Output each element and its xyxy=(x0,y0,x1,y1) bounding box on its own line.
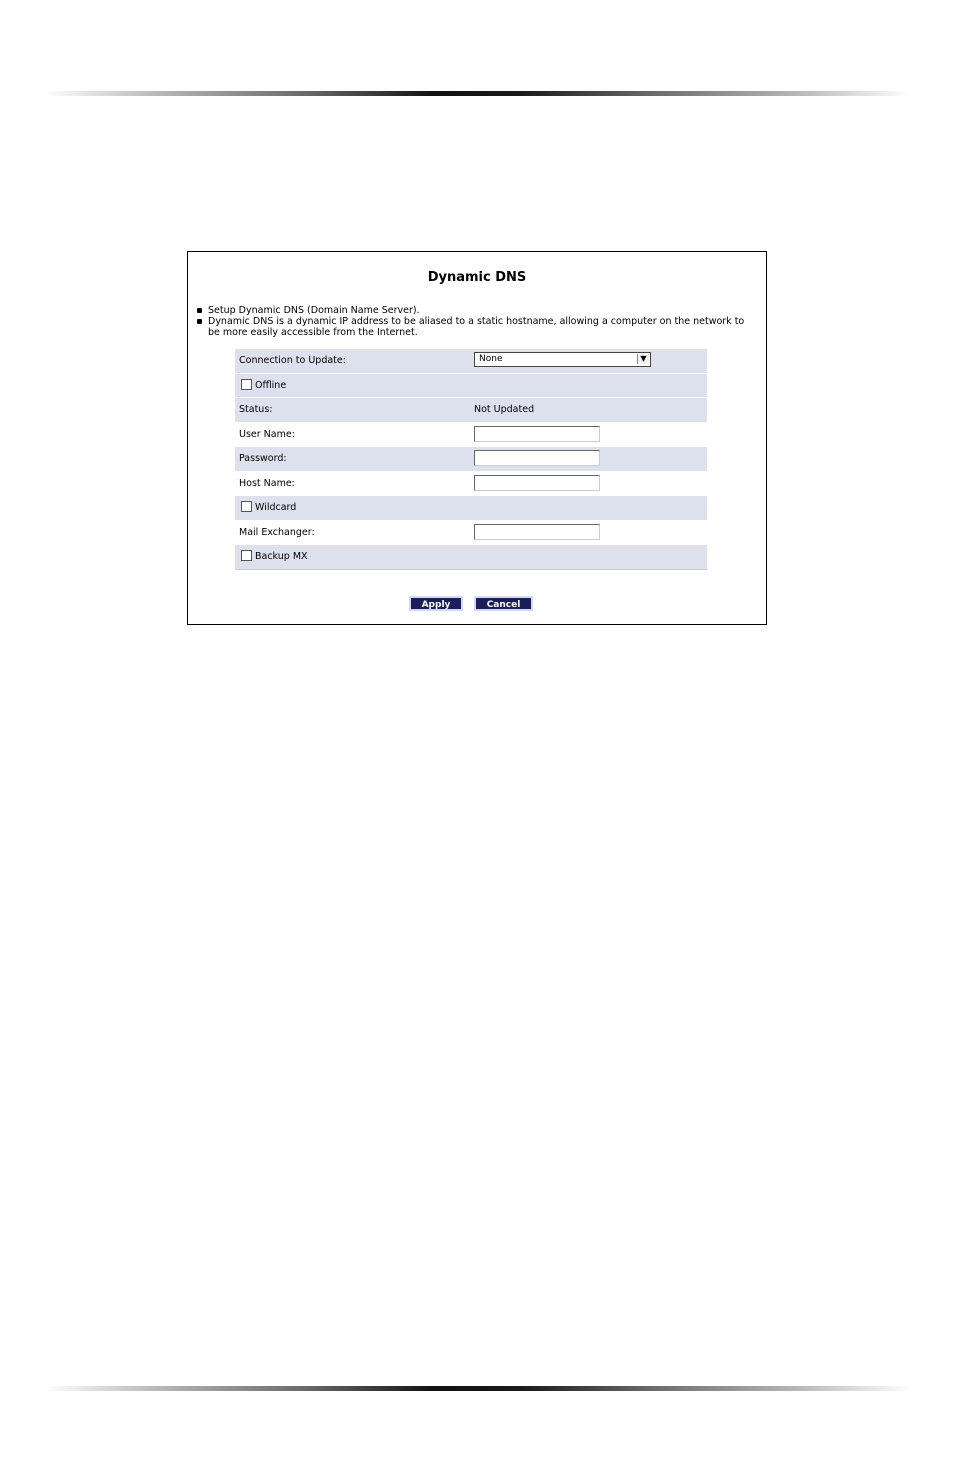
dynamic-dns-panel xyxy=(187,251,767,625)
bottom-divider xyxy=(45,1386,911,1391)
bullet-icon xyxy=(197,308,202,313)
apply-button[interactable]: Apply xyxy=(409,596,463,611)
bullet-icon xyxy=(197,319,202,324)
chevron-down-icon[interactable]: ▼ xyxy=(637,354,649,364)
mail-exchanger-input[interactable] xyxy=(474,524,600,540)
mail-exchanger-label: Mail Exchanger: xyxy=(239,526,315,538)
status-value: Not Updated xyxy=(474,404,535,415)
backup-mx-checkbox[interactable] xyxy=(241,550,252,561)
wildcard-row xyxy=(235,495,707,520)
bullet-item xyxy=(197,316,757,338)
offline-label: Offline xyxy=(255,379,287,391)
username-input[interactable] xyxy=(474,426,600,442)
username-row xyxy=(235,422,707,447)
connection-select[interactable] xyxy=(474,352,651,367)
password-label: Password: xyxy=(239,453,287,464)
connection-label: Connection to Update: xyxy=(239,355,346,366)
bullet-text: Setup Dynamic DNS (Domain Name Server). xyxy=(208,305,420,316)
connection-selected-value: None xyxy=(479,354,503,364)
top-divider xyxy=(45,91,911,96)
wildcard-checkbox[interactable] xyxy=(241,501,252,512)
backup-mx-row xyxy=(235,544,707,569)
offline-row xyxy=(235,373,707,398)
wildcard-label: Wildcard xyxy=(255,502,297,513)
connection-row xyxy=(235,348,707,373)
mail-exchanger-row xyxy=(235,520,707,545)
password-row xyxy=(235,446,707,471)
bullet-item xyxy=(197,305,757,316)
status-row xyxy=(235,397,707,422)
dns-form xyxy=(235,348,707,570)
offline-checkbox[interactable] xyxy=(241,379,252,390)
backup-mx-label: Backup MX xyxy=(255,551,308,562)
status-label: Status: xyxy=(239,404,273,415)
info-bullets xyxy=(197,305,757,338)
hostname-label: Host Name: xyxy=(239,477,295,489)
hostname-row xyxy=(235,471,707,496)
hostname-input[interactable] xyxy=(474,475,600,491)
panel-title: Dynamic DNS xyxy=(427,270,527,285)
username-label: User Name: xyxy=(239,428,295,440)
password-input[interactable] xyxy=(474,450,600,466)
cancel-button[interactable]: Cancel xyxy=(474,596,533,611)
bullet-text: Dynamic DNS is a dynamic IP address to be aliased to a static hostname, allowing a computer on the network to be more easily accessible from the Internet. xyxy=(208,316,745,338)
